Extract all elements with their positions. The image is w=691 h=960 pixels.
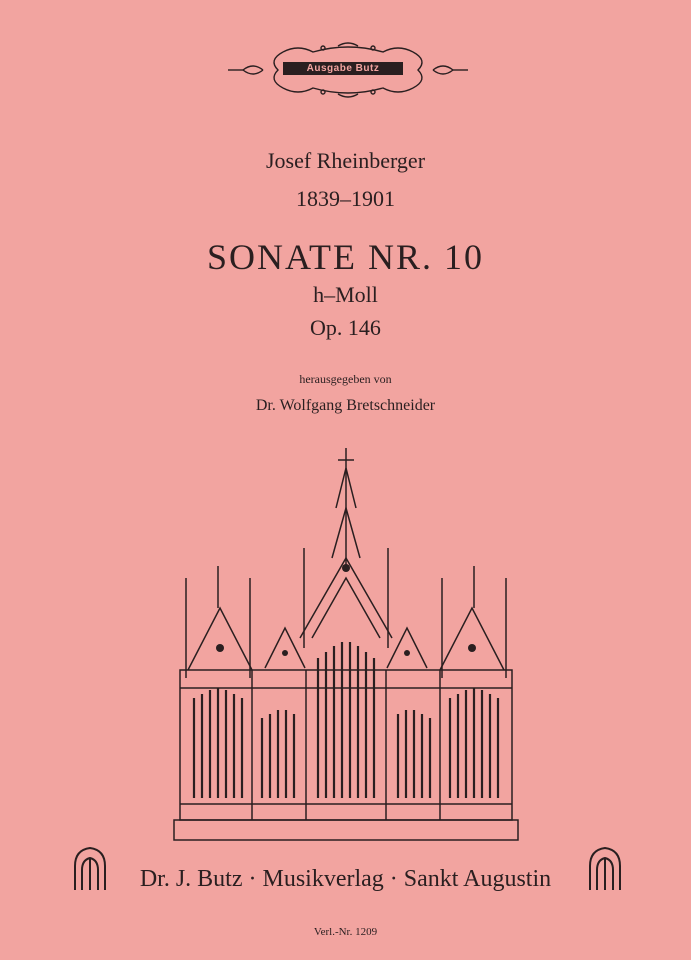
composer-name: Josef Rheinberger bbox=[265, 148, 426, 173]
organ-case-illustration bbox=[170, 448, 522, 844]
catalog-number: Verl.-Nr. 1209 bbox=[313, 926, 378, 938]
edited-by-label: herausgegeben von bbox=[299, 372, 392, 386]
work-key: h–Moll bbox=[313, 282, 378, 307]
work-title: SONATE NR. 10 bbox=[206, 237, 484, 277]
series-banner-label: Ausgabe Butz bbox=[283, 62, 403, 75]
composer-years: 1839–1901 bbox=[296, 186, 395, 211]
editor-name: Dr. Wolfgang Bretschneider bbox=[255, 397, 436, 414]
opus-number: Op. 146 bbox=[310, 315, 381, 340]
gothic-arch-icon bbox=[587, 846, 623, 890]
publisher-line: Dr. J. Butz · Musikverlag · Sankt Augustin bbox=[139, 866, 552, 892]
